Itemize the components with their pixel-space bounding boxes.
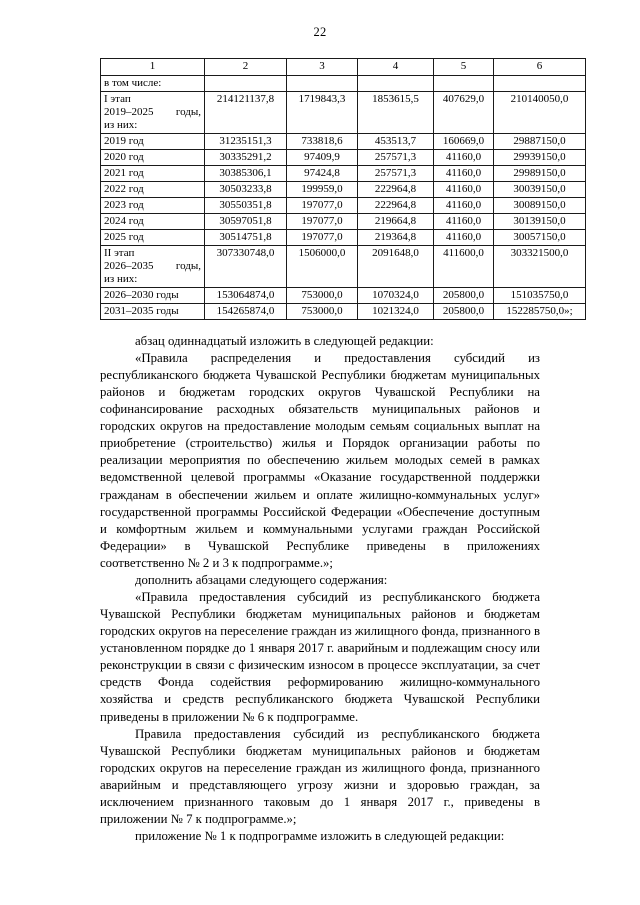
- page-content: [100, 58, 573, 845]
- column-header-1: 1: [101, 59, 205, 76]
- row-label: 2022 год: [101, 181, 205, 197]
- table-body: [101, 59, 586, 320]
- table-cell: 257571,3: [358, 149, 434, 165]
- column-header-3: 3: [287, 59, 358, 76]
- table-cell: 1853615,5: [358, 92, 434, 134]
- table-cell: 222964,8: [358, 181, 434, 197]
- p-intro-amend: абзац одиннадцатый изложить в следующей редакции:: [135, 333, 434, 348]
- table-cell: 205800,0: [434, 287, 494, 303]
- stage-years: [104, 260, 201, 273]
- row-label: [101, 92, 205, 134]
- table-cell: 30089150,0: [494, 197, 586, 213]
- table-cell: 219364,8: [358, 229, 434, 245]
- table-cell: 41160,0: [434, 197, 494, 213]
- table-cell: 30335291,2: [205, 149, 287, 165]
- table-cell: 41160,0: [434, 229, 494, 245]
- table-cell: 733818,6: [287, 133, 358, 149]
- table-cell: 407629,0: [434, 92, 494, 134]
- table-cell: [205, 76, 287, 92]
- table-cell: 30597051,8: [205, 213, 287, 229]
- table-cell: 197077,0: [287, 197, 358, 213]
- table-row: [101, 165, 586, 181]
- stage-years-word: годы,: [175, 259, 201, 272]
- table-cell: 154265874,0: [205, 303, 287, 319]
- table-cell: 31235151,3: [205, 133, 287, 149]
- row-label: 2024 год: [101, 213, 205, 229]
- page-number: 22: [313, 25, 327, 39]
- stage-years-word: годы,: [175, 105, 201, 118]
- table-cell: 222964,8: [358, 197, 434, 213]
- table-cell: 453513,7: [358, 133, 434, 149]
- table-cell: 2091648,0: [358, 245, 434, 287]
- table-row: [101, 303, 586, 319]
- table-cell: 30139150,0: [494, 213, 586, 229]
- column-header-5: 5: [434, 59, 494, 76]
- p-rules-resettlement-fund: «Правила предоставления субсидий из республиканского бюджета Чувашской Республики бюджетам муниципальных районов и бюджетам городских округов на переселение граждан из жилищного фонда, признанного в установленном порядке до 1 января 2017 г. аварийным и подлежащим сносу или реконструкции в связи с физическим износом в процессе эксплуатации, за счет средств Фонда содействия реформированию жилищно-коммунального хозяйства и средств республиканского бюджета Чувашской Республики приведены в приложении № 6 к подпрограмме.: [100, 589, 540, 724]
- table-cell: 214121137,8: [205, 92, 287, 134]
- row-label: 2026–2030 годы: [101, 287, 205, 303]
- table-row: [101, 229, 586, 245]
- table-cell: 97424,8: [287, 165, 358, 181]
- table-cell: [494, 76, 586, 92]
- table-row: [101, 181, 586, 197]
- table-cell: 30385306,1: [205, 165, 287, 181]
- row-label: в том числе:: [101, 76, 205, 92]
- p-rules-subsidies-young-families: «Правила распределения и предоставления субсидий из республиканского бюджета Чувашской Республики бюджетам муниципальных районов и бюджетам городских округов Чувашской Республики на софинансирование расходных обязательств муниципальных районов и городских округов на предоставление молодым семьям социальных выплат на приобретение (строительство) жилья и Порядок организации работы по реализации мероприятия по обеспечению жильем молодых семей в рамках ведомственной целевой программы «Оказание государственной поддержки гражданам в обеспечении жильем и оплате жилищно-коммунальных услуг» государственной программы Российской Федерации «Обеспечение доступным и комфортным жильем и коммунальными услугами граждан Российской Федерации» в Чувашской Республике приведены в приложениях соответственно № 2 и 3 к подпрограмме.»;: [100, 350, 540, 570]
- column-header-2: 2: [205, 59, 287, 76]
- table-cell: 1719843,3: [287, 92, 358, 134]
- table-cell: 160669,0: [434, 133, 494, 149]
- table-row: [101, 133, 586, 149]
- table-cell: 30057150,0: [494, 229, 586, 245]
- table-cell: 210140050,0: [494, 92, 586, 134]
- table-cell: 307330748,0: [205, 245, 287, 287]
- row-label: 2020 год: [101, 149, 205, 165]
- table-cell: 753000,0: [287, 287, 358, 303]
- table-cell: 97409,9: [287, 149, 358, 165]
- table-row: [101, 92, 586, 134]
- table-cell: 30503233,8: [205, 181, 287, 197]
- p-appendix-1: приложение № 1 к подпрограмме изложить в следующей редакции:: [135, 829, 505, 844]
- table-row: [101, 76, 586, 92]
- budget-allocation-table: [100, 58, 586, 320]
- stage-of-which: из них:: [104, 272, 138, 285]
- table-row: [101, 245, 586, 287]
- p-rules-resettlement-danger: Правила предоставления субсидий из республиканского бюджета Чувашской Республики бюджетам муниципальных районов и бюджетам городских округов на переселение граждан из жилищного фонда, признанного аварийным и представляющего угрозу жизни и здоровью граждан, за исключением признанного таковым до 1 января 2017 г., приведены в приложении № 7 к подпрограмме.»;: [100, 726, 540, 826]
- stage-years-range: 2019–2025: [104, 105, 154, 118]
- row-label: 2031–2035 годы: [101, 303, 205, 319]
- table-cell: 1070324,0: [358, 287, 434, 303]
- table-cell: 41160,0: [434, 181, 494, 197]
- table-cell: 411600,0: [434, 245, 494, 287]
- table-cell: 29989150,0: [494, 165, 586, 181]
- stage-years-range: 2026–2035: [104, 259, 154, 272]
- row-label: 2025 год: [101, 229, 205, 245]
- table-cell: 197077,0: [287, 229, 358, 245]
- table-header-row: [101, 59, 586, 76]
- table-cell: 303321500,0: [494, 245, 586, 287]
- table-cell: 257571,3: [358, 165, 434, 181]
- table-cell: [434, 76, 494, 92]
- p-add-paragraphs: дополнить абзацами следующего содержания:: [135, 572, 388, 587]
- table-cell: 152285750,0»;: [494, 303, 586, 319]
- row-label: 2023 год: [101, 197, 205, 213]
- row-label: [101, 245, 205, 287]
- table-row: [101, 197, 586, 213]
- stage-years: [104, 106, 201, 119]
- table-cell: 1021324,0: [358, 303, 434, 319]
- table-cell: 29887150,0: [494, 133, 586, 149]
- stage-name: II этап: [104, 246, 135, 259]
- column-header-4: 4: [358, 59, 434, 76]
- table-cell: 30514751,8: [205, 229, 287, 245]
- table-cell: 30039150,0: [494, 181, 586, 197]
- table-cell: 41160,0: [434, 149, 494, 165]
- row-label: 2021 год: [101, 165, 205, 181]
- table-cell: 205800,0: [434, 303, 494, 319]
- table-row: [101, 287, 586, 303]
- table-cell: [287, 76, 358, 92]
- table-cell: 1506000,0: [287, 245, 358, 287]
- table-cell: 151035750,0: [494, 287, 586, 303]
- table-row: [101, 149, 586, 165]
- column-header-6: 6: [494, 59, 586, 76]
- stage-of-which: из них:: [104, 118, 138, 131]
- table-row: [101, 213, 586, 229]
- table-cell: 41160,0: [434, 213, 494, 229]
- table-cell: [358, 76, 434, 92]
- row-label: 2019 год: [101, 133, 205, 149]
- table-cell: 199959,0: [287, 181, 358, 197]
- table-cell: 30550351,8: [205, 197, 287, 213]
- table-cell: 153064874,0: [205, 287, 287, 303]
- table-cell: 197077,0: [287, 213, 358, 229]
- table-cell: 41160,0: [434, 165, 494, 181]
- table-cell: 753000,0: [287, 303, 358, 319]
- table-cell: 29939150,0: [494, 149, 586, 165]
- stage-name: I этап: [104, 93, 131, 105]
- table-cell: 219664,8: [358, 213, 434, 229]
- body-text-block: [100, 333, 540, 845]
